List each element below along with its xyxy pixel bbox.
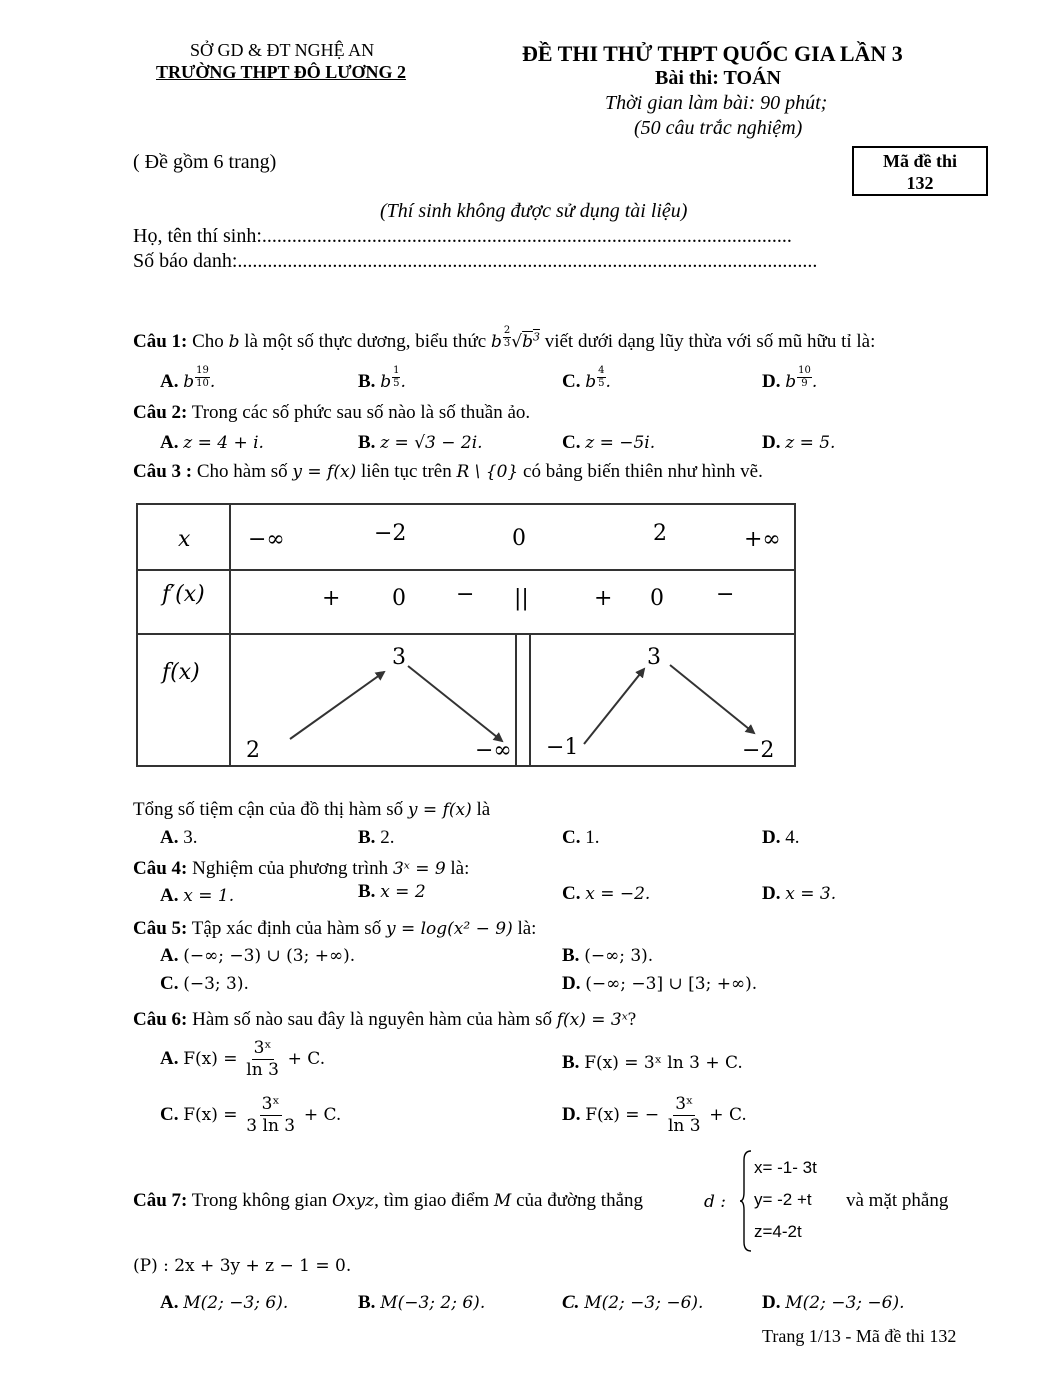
vt-f-neg-1: −1 bbox=[546, 735, 579, 760]
page-count: ( Đề gồm 6 trang) bbox=[133, 151, 277, 173]
question-count: (50 câu trắc nghiệm) bbox=[634, 117, 803, 139]
arrow-decrease-2 bbox=[670, 665, 754, 733]
q6-option-d[interactable]: D. F(x) = − $\frac{\text{3ˣ}}{\ln 3}$ + C. bbox=[562, 1094, 747, 1136]
candidate-name-field: Họ, tên thí sinh:.......................................................................................................... bbox=[133, 225, 792, 247]
q7-option-c[interactable]: C. M(2; −3; −6). bbox=[562, 1292, 704, 1313]
q3-option-d[interactable]: D. 4. bbox=[762, 827, 800, 848]
exam-code-value: 132 bbox=[906, 173, 934, 193]
vt-sign-4: || bbox=[514, 586, 529, 611]
vt-f-2: 2 bbox=[246, 738, 260, 763]
vt-row-f: f(x) bbox=[162, 660, 200, 685]
question-7: Câu 7: Trong không gian Oxyz, tìm giao điểm M của đường thẳng bbox=[133, 1190, 644, 1211]
vt-f-3a: 3 bbox=[392, 645, 406, 670]
q1-expression: b $\frac{2}{3}$ $√b^3$ bbox=[490, 325, 540, 352]
brace-icon bbox=[740, 1150, 752, 1252]
system-line-y: y= -2 +t bbox=[754, 1190, 812, 1209]
q5-option-d[interactable]: D. (−∞; −3] ∪ [3; +∞). bbox=[562, 973, 758, 994]
candidate-id-field: Số báo danh:.................................................................................................................... bbox=[133, 250, 818, 272]
q4-option-a[interactable]: A. x = 1. bbox=[160, 885, 235, 906]
q7-option-a[interactable]: A. M(2; −3; 6). bbox=[160, 1292, 289, 1313]
question-1: Câu 1: Cho b là một số thực dương, biểu thức b $\frac{2}{3}$ $√b^3$ viết dưới dạng lũy thừa với số mũ hữu tỉ là: bbox=[133, 325, 876, 352]
vt-f-3b: 3 bbox=[647, 645, 661, 670]
exam-subject: Bài thi: TOÁN bbox=[655, 67, 781, 89]
q5-option-c[interactable]: C. (−3; 3). bbox=[160, 973, 249, 994]
q7-option-b[interactable]: B. M(−3; 2; 6). bbox=[358, 1292, 486, 1313]
arrow-increase-2 bbox=[584, 669, 644, 744]
vt-f-neg-2: −2 bbox=[742, 738, 775, 763]
q4-option-b[interactable]: B. x = 2 bbox=[358, 881, 426, 902]
q1-option-d[interactable]: D. b $\frac{10}{9}$ . bbox=[762, 365, 818, 392]
q3-option-a[interactable]: A. 3. bbox=[160, 827, 198, 848]
system-line-x: x= -1- 3t bbox=[754, 1158, 817, 1177]
exam-code-box bbox=[852, 146, 988, 196]
q7-option-d[interactable]: D. M(2; −3; −6). bbox=[762, 1292, 905, 1313]
q3-option-c[interactable]: C. 1. bbox=[562, 827, 600, 848]
q6-option-b[interactable]: B. F(x) = 3ˣ ln 3 + C. bbox=[562, 1052, 743, 1073]
arrow-decrease-1 bbox=[408, 666, 502, 741]
q6-option-a[interactable]: A. F(x) = $\frac{\text{3ˣ}}{\ln 3}$ + C. bbox=[160, 1038, 326, 1080]
q2-option-c[interactable]: C. z = −5i. bbox=[562, 432, 656, 453]
vt-f-neg-inf: −∞ bbox=[475, 738, 512, 763]
q6-option-c[interactable]: C. F(x) = $\frac{\text{3ˣ}}{3 \ln 3}$ + C. bbox=[160, 1094, 342, 1136]
vt-row-x: x bbox=[178, 527, 191, 552]
q1-option-b[interactable]: B. b $\frac{1}{5}$ . bbox=[358, 365, 406, 392]
q5-option-b[interactable]: B. (−∞; 3). bbox=[562, 945, 654, 966]
vt-x-neg-2: −2 bbox=[374, 521, 407, 546]
exam-note: (Thí sinh không được sử dụng tài liệu) bbox=[380, 200, 688, 222]
vt-sign-7: − bbox=[716, 582, 735, 607]
q5-option-a[interactable]: A. (−∞; −3) ∪ (3; +∞). bbox=[160, 945, 356, 966]
vt-x-2: 2 bbox=[653, 521, 667, 546]
dept-name: SỞ GD & ĐT NGHỆ AN bbox=[190, 40, 375, 60]
q3-ask: Tổng số tiệm cận của đồ thị hàm số y = f(x) là bbox=[133, 799, 491, 820]
vt-x-neg-inf: −∞ bbox=[248, 527, 285, 552]
vt-sign-5: + bbox=[594, 586, 613, 611]
question-6: Câu 6: Hàm số nào sau đây là nguyên hàm của hàm số f(x) = 3ˣ? bbox=[133, 1009, 637, 1030]
q1-option-a[interactable]: A. b $\frac{19}{10}$ . bbox=[160, 365, 216, 392]
vt-sign-3: − bbox=[456, 582, 475, 607]
q2-option-a[interactable]: A. z = 4 + i. bbox=[160, 432, 264, 453]
q4-option-d[interactable]: D. x = 3. bbox=[762, 883, 837, 904]
q1-option-c[interactable]: C. b $\frac{4}{5}$ . bbox=[562, 365, 611, 392]
question-4: Câu 4: Nghiệm của phương trình 3ˣ = 9 là: bbox=[133, 858, 470, 879]
system-line-z: z=4-2t bbox=[754, 1222, 802, 1241]
exam-code-label: Mã đề thi bbox=[883, 151, 957, 171]
question-2: Câu 2: Trong các số phức sau số nào là số thuần ảo. bbox=[133, 402, 531, 423]
arrow-increase-1 bbox=[290, 672, 384, 739]
exam-title: ĐỀ THI THỬ THPT QUỐC GIA LẦN 3 bbox=[522, 41, 903, 66]
question-3: Câu 3 : Cho hàm số y = f(x) liên tục trên R \ {0} có bảng biến thiên như hình vẽ. bbox=[133, 461, 763, 482]
question-5: Câu 5: Tập xác định của hàm số y = log(x² − 9) là: bbox=[133, 918, 537, 939]
q3-option-b[interactable]: B. 2. bbox=[358, 827, 395, 848]
q2-option-b[interactable]: B. z = √3 − 2i. bbox=[358, 432, 483, 453]
page-footer: Trang 1/13 - Mã đề thi 132 bbox=[762, 1326, 957, 1346]
school-name: TRƯỜNG THPT ĐÔ LƯƠNG 2 bbox=[156, 62, 407, 82]
q7-line-name: d : bbox=[704, 1192, 727, 1212]
q4-option-c[interactable]: C. x = −2. bbox=[562, 883, 651, 904]
variation-table bbox=[136, 503, 798, 769]
vt-x-pos-inf: +∞ bbox=[744, 527, 781, 552]
q7-plane: (P) : 2x + 3y + z − 1 = 0. bbox=[133, 1256, 352, 1276]
vt-row-fprime: f′(x) bbox=[162, 582, 205, 607]
vt-sign-6: 0 bbox=[650, 586, 664, 611]
exam-duration: Thời gian làm bài: 90 phút; bbox=[605, 92, 828, 114]
q2-option-d[interactable]: D. z = 5. bbox=[762, 432, 836, 453]
vt-sign-2: 0 bbox=[392, 586, 406, 611]
vt-sign-1: + bbox=[322, 586, 341, 611]
q7-text-plane: và mặt phẳng bbox=[846, 1190, 949, 1211]
vt-x-0: 0 bbox=[512, 526, 526, 551]
